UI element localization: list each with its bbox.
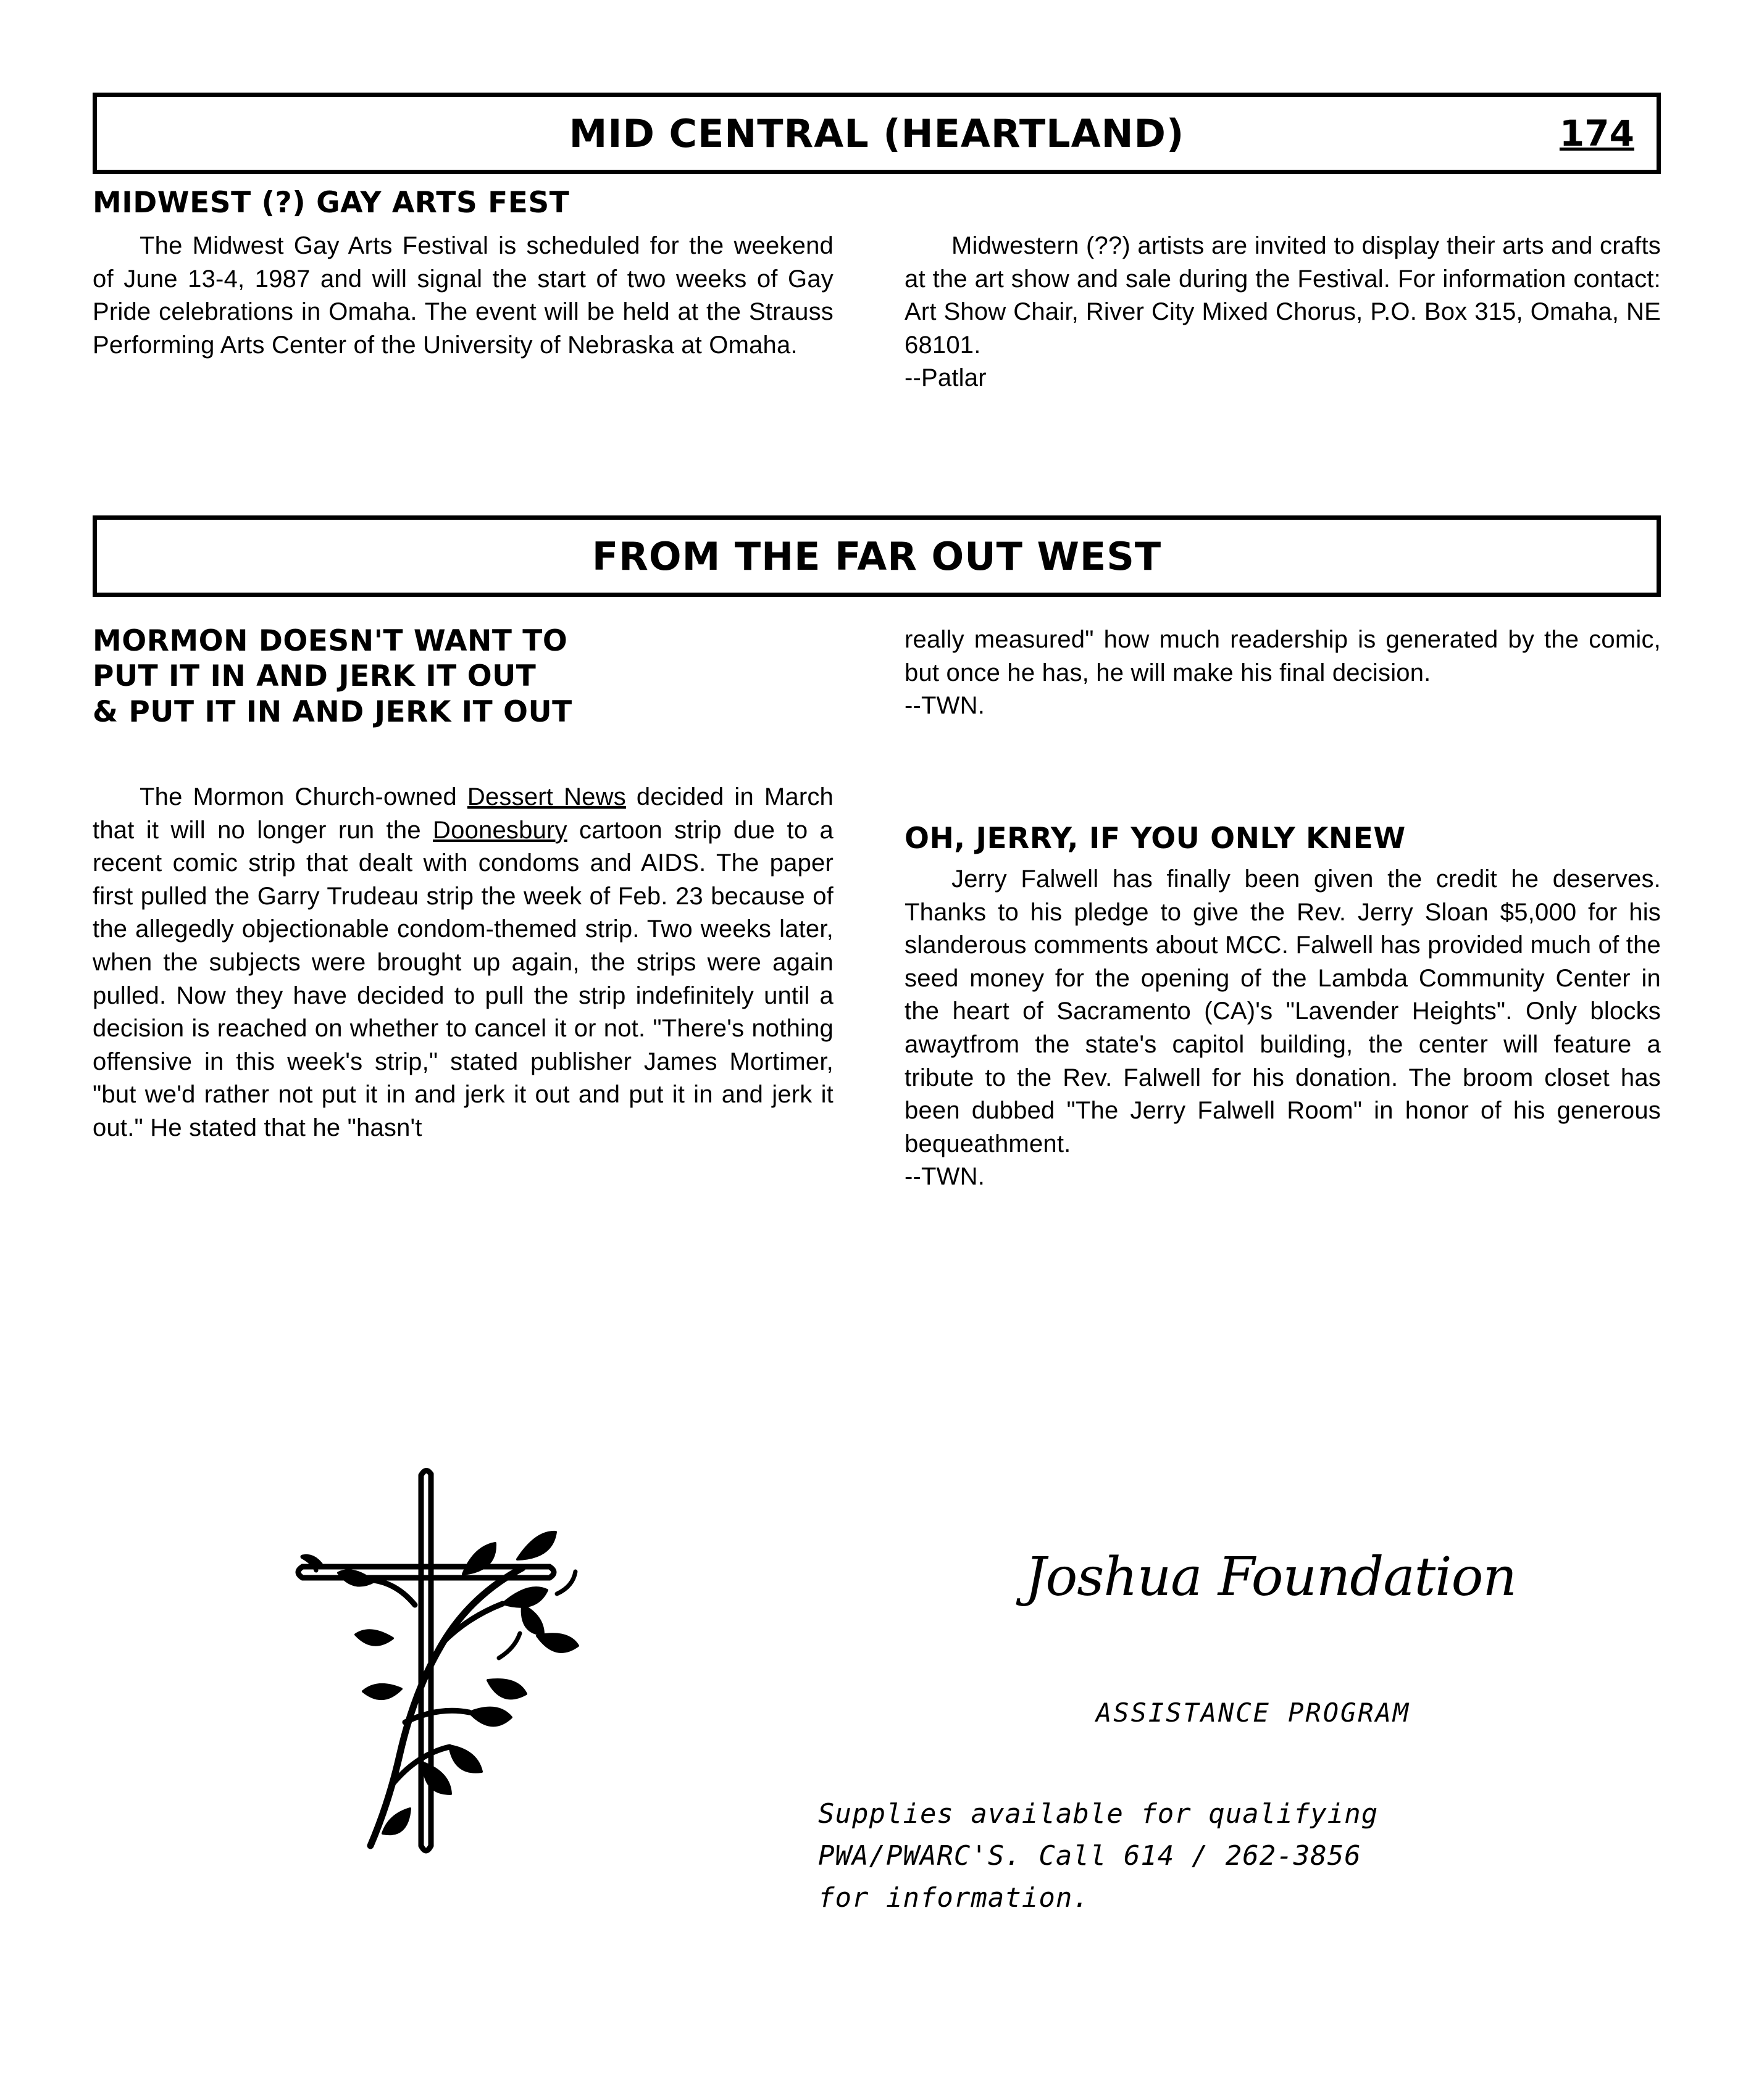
section-banner-mid-central [93,93,1661,174]
banner-inner [97,534,1657,579]
section-banner-title: MID CENTRAL (HEARTLAND) [569,110,1185,156]
section-banner-far-out-west [93,515,1661,597]
ad-contact-line-1: Supplies available for qualifying [818,1798,1379,1830]
article-body-midwest-left [93,230,834,362]
paragraph: Midwestern (??) artists are invited to display their arts and crafts at the art show and sale during the Festival. For information contact: Art Show Chair, River City Mixed Chorus, P.O. Box 315, Omaha, NE 68101. [905,232,1661,359]
article-credit: --TWN. [905,692,985,720]
article-credit: --TWN. [905,1163,985,1191]
article-headline-mormon [93,623,852,730]
body-text-part-1: The Mormon Church-owned [140,783,467,810]
headline-line-2: PUT IT IN AND JERK IT OUT [93,659,537,694]
advertisement-joshua-foundation [93,1432,1661,2049]
ad-title-joshua-foundation: Joshua Foundation [1025,1546,1516,1608]
body-text-part-3: cartoon strip due to a recent comic strip that dealt with condoms and AIDS. The paper first pulled the Garry Trudeau strip the week of Feb. 23 because of the allegedly objectionable condom-themed strip. Two weeks later, when the subjects were brought up again, the strips were again pulled. Now they have decided to pull the strip indefinitely until a decision is reached on whether to cancel it or not. "There's nothing offensive in this week's strip," stated publisher James Mortimer, "but we'd rather not put it in and jerk it out and put it in and jerk it out." He stated that he "hasn't [93,816,834,1141]
section-banner-title: FROM THE FAR OUT WEST [591,533,1162,579]
ad-contact-text [818,1793,1682,1920]
paragraph: Jerry Falwell has finally been given the credit he deserves. Thanks to his pledge to give the Rev. Jerry Sloan $5,000 for his slanderous comments about MCC. Falwell has provided much of the seed money for the opening of the Lambda Community Center in the heart of Sacramento (CA)'s "Lavender Heights". Only blocks awaytfrom the state's capitol building, the center will feature a tribute to the Rev. Falwell for his donation. The broom closet has been dubbed "The Jerry Falwell Room" in honor of his generous bequeathment. [905,865,1661,1157]
paragraph [93,781,834,1145]
headline-line-3: & PUT IT IN AND JERK IT OUT [93,694,572,729]
article-headline-midwest: MIDWEST (?) GAY ARTS FEST [93,186,570,220]
ad-subtitle-assistance-program: ASSISTANCE PROGRAM [1096,1698,1411,1728]
article-body-mormon-continuation [905,623,1661,723]
article-credit: --Patlar [905,364,987,392]
article-headline-jerry: OH, JERRY, IF YOU ONLY KNEW [905,822,1406,856]
article-body-mormon [93,781,834,1145]
cross-with-vine-illustration [278,1451,661,1895]
article-body-midwest-right [905,230,1661,395]
ad-contact-line-3: for information. [818,1882,1090,1914]
ad-contact-line-2: PWA/PWARC'S. Call 614 / 262-3856 [818,1840,1361,1872]
page-number: 174 [1559,112,1634,154]
paragraph: really measured" how much readership is generated by the comic, but once he has, he will make his final decision. [905,626,1661,686]
comic-name: Doonesbury [433,816,567,844]
article-body-jerry [905,863,1661,1194]
body-text-part-2: decided in March that it will no longer run the [93,783,834,844]
paper-name: Dessert News [467,783,626,810]
paragraph: The Midwest Gay Arts Festival is scheduled for the weekend of June 13-4, 1987 and will signal the start of two weeks of Gay Pride celebrations in Omaha. The event will be held at the Strauss Performing Arts Center of the University of Nebraska at Omaha. [93,232,834,359]
banner-inner [97,111,1657,156]
headline-line-1: MORMON DOESN'T WANT TO [93,624,568,658]
